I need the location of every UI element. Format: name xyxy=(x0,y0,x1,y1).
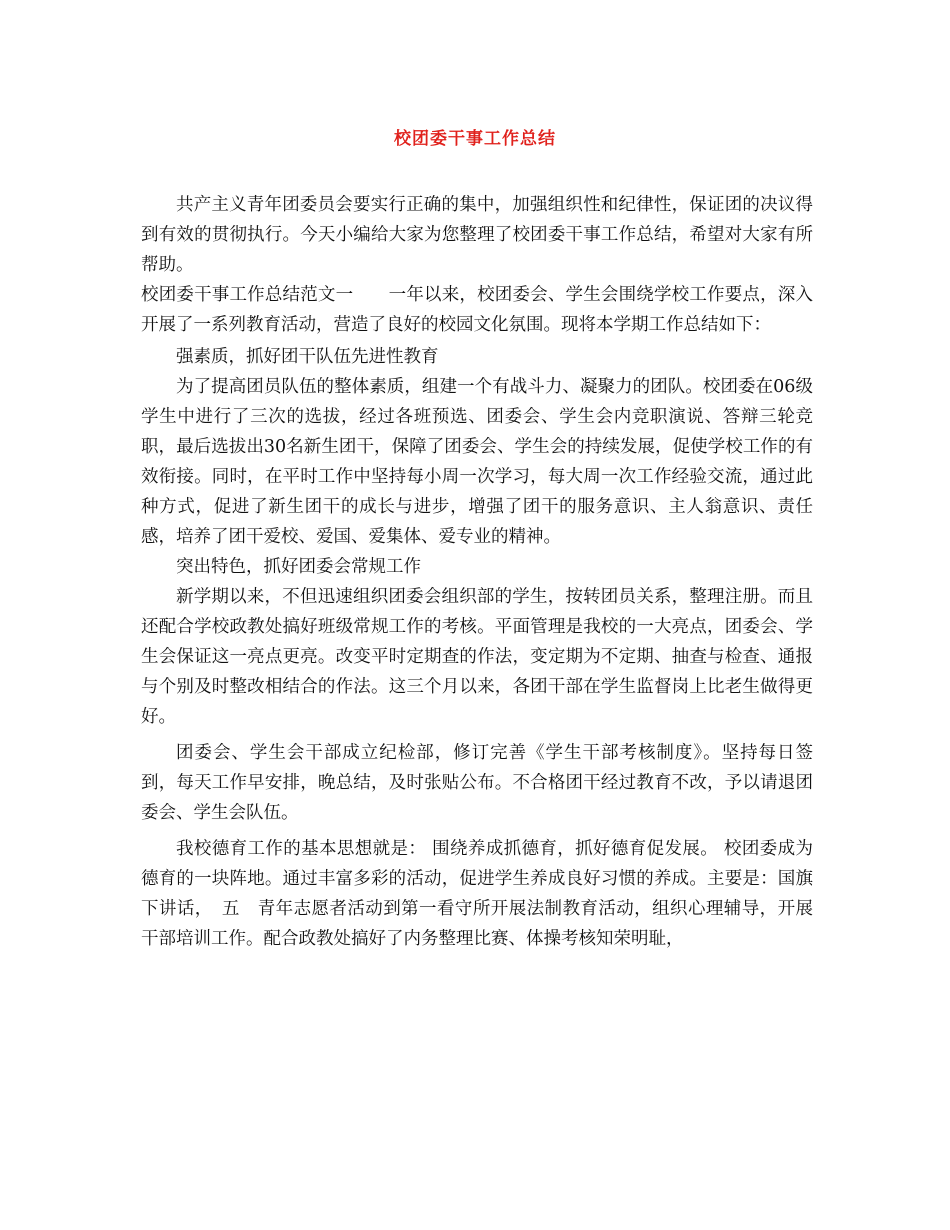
paragraph-intro: 共产主义青年团委员会要实行正确的集中，加强组织性和纪律性，保证团的决议得到有效的贯彻执行。今天小编给大家为您整理了校团委干事工作总结，希望对大家有所帮助。 xyxy=(141,195,813,275)
paragraph-team-selection: 为了提高团员队伍的整体素质，组建一个有战斗力、凝聚力的团队。校团委在06级学生中进行了三次的选拔，经过各班预选、团委会、学生会内竞职演说、答辩三轮竞职，最后选拔出30名新生团干，保障了团委会、学生会的持续发展，促使学校工作的有效衔接。同时，在平时工作中坚持每小周一次学习，每大周一次工作经验交流，通过此种方式，促进了新生团干的成长与进步，增强了团干的服务意识、主人翁意识、责任感，培养了团干爱校、爱国、爱集体、爱专业的精神。 xyxy=(141,377,813,547)
document-body xyxy=(141,190,813,954)
paragraph-discipline: 团委会、学生会干部成立纪检部，修订完善《学生干部考核制度》。坚持每日签到，每天工作早安排，晚总结，及时张贴公布。不合格团干经过教育不改，予以请退团委会、学生会队伍。 xyxy=(141,743,813,823)
paragraph-sample-one: 校团委干事工作总结范文一 一年以来，校团委会、学生会围绕学校工作要点，深入开展了一系列教育活动，营造了良好的校园文化氛围。现将本学期工作总结如下： xyxy=(141,285,813,335)
paragraph-routine-work: 新学期以来，不但迅速组织团委会组织部的学生，按转团员关系，整理注册。而且还配合学校政教处搞好班级常规工作的考核。平面管理是我校的一大亮点，团委会、学生会保证这一亮点更亮。改变平时定期查的作法，变定期为不定期、抽查与检查、通报与个别及时整改相结合的作法。这三个月以来，各团干部在学生监督岗上比老生做得更好。 xyxy=(141,587,813,727)
section-heading-routine: 突出特色，抓好团委会常规工作 xyxy=(176,557,421,577)
document-title: 校团委干事工作总结 xyxy=(394,129,556,149)
section-heading-quality: 强素质，抓好团干队伍先进性教育 xyxy=(176,347,439,367)
paragraph-moral-education: 我校德育工作的基本思想就是： 围绕养成抓德育，抓好德育促发展。 校团委成为德育的一块阵地。通过丰富多彩的活动，促进学生养成良好习惯的养成。主要是：国旗下讲话， 五 青年志愿者活动到第一看守所开展法制教育活动，组织心理辅导，开展干部培训工作。配合政教处搞好了内务整理比赛、体操考核知荣明耻， xyxy=(141,839,813,949)
